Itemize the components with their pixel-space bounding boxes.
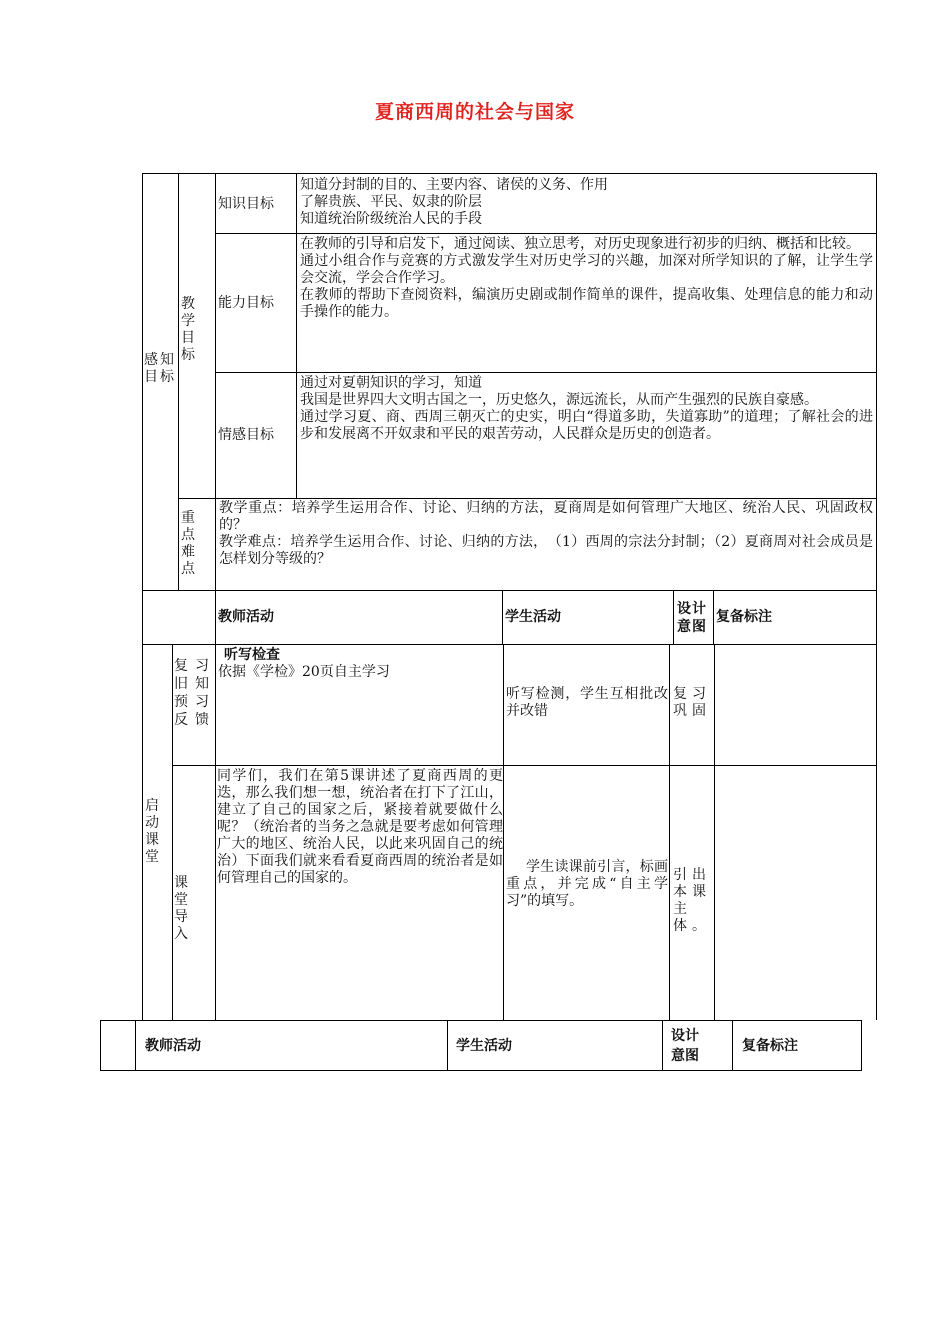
goals-outer-cell [142, 173, 178, 590]
review-teacher-text: 依据《学检》20页自主学习 [218, 664, 390, 680]
knowledge-label-cell [215, 173, 296, 233]
review-row-label: 复习旧知预习反馈 [174, 658, 216, 728]
footer-student-label: 学生活动 [456, 1038, 512, 1054]
header-teacher-label: 教师活动 [218, 609, 274, 625]
footer-design [662, 1020, 732, 1071]
footer-student [447, 1020, 662, 1071]
knowledge-line-1: 知道分封制的目的、主要内容、诸侯的义务、作用 [300, 177, 608, 193]
footer-review [732, 1020, 862, 1071]
review-teacher-cell [215, 645, 503, 765]
intro-remark-cell [714, 765, 877, 1020]
footer-review-label: 复备标注 [742, 1038, 798, 1054]
page-title: 夏商西周的社会与国家 [374, 101, 575, 123]
header-student-label: 学生活动 [505, 609, 561, 625]
teaching-difficulty: 教学难点：培养学生运用合作、讨论、归纳的方法， （1）西周的宗法分封制；（2）夏商周对社会成员是怎样划分等级的？ [219, 534, 873, 567]
ability-label: 能力目标 [218, 295, 274, 311]
footer-design-label: 设计意图 [671, 1028, 699, 1064]
review-design-cell [669, 645, 714, 765]
emotion-label: 情感目标 [218, 427, 274, 443]
review-student-text: 听写检测，学生互相批改并改错 [506, 686, 668, 719]
start-class-label: 启动课堂 [145, 798, 159, 865]
intro-student-cell [503, 765, 669, 1020]
intro-design-cell [669, 765, 714, 1020]
intro-student-text: 学生读课前引言，标画重点，并完成“自主学习”的填写。 [506, 859, 668, 909]
header-review [713, 590, 877, 645]
ability-para-1: 在教师的引导和启发下，通过阅读、独立思考，对历史现象进行初步的归纳、概括和比较。 [300, 236, 860, 252]
ability-content [296, 233, 877, 372]
ability-para-3: 在教师的帮助下查阅资料，编演历史剧或制作简单的课件，提高收集、处理信息的能力和动手操作的能力。 [300, 287, 873, 320]
header-blank-cell [142, 590, 215, 645]
intro-row-label-cell [172, 765, 215, 1020]
teaching-focus: 教学重点：培养学生运用合作、讨论、归纳的方法，夏商周是如何管理广大地区、统治人民、巩固政权的？ [219, 500, 873, 533]
footer-teacher-label: 教师活动 [145, 1038, 201, 1054]
knowledge-line-3: 知道统治阶级统治人民的手段 [300, 211, 482, 227]
review-design-text: 复习巩固 [673, 686, 711, 719]
key-points-label-cell [178, 498, 215, 590]
intro-row-label: 课堂导入 [174, 875, 200, 942]
emotion-para-2: 我国是世界四大文明古国之一，历史悠久，源远流长，从而产生强烈的民族自豪感。 [300, 392, 818, 408]
header-student [502, 590, 673, 645]
key-points-content [215, 498, 877, 590]
start-class-label-cell [142, 645, 172, 1020]
ability-para-2: 通过小组合作与竞赛的方式激发学生对历史学习的兴趣，加深对所学知识的了解，让学生学会交流，学会合作学习。 [300, 253, 873, 286]
emotion-para-1: 通过对夏朝知识的学习，知道 [300, 375, 482, 391]
intro-teacher-text: 同学们，我们在第5课讲述了夏商西周的更迭，那么我们想一想，统治者在打下了江山，建立了自己的国家之后，紧接着就要做什么呢？（统治者的当务之急就是要考虑如何管理广大的地区、统治人民，以此来巩固自己的统治）下面我们就来看看夏商西周的统治者是如何管理自己的国家的。 [217, 768, 503, 886]
knowledge-label: 知识目标 [218, 196, 274, 212]
ability-label-cell [215, 233, 296, 372]
footer-teacher [135, 1020, 447, 1071]
intro-teacher-cell [215, 765, 503, 1020]
review-teacher-title: 听写检查 [224, 647, 280, 663]
header-design [673, 590, 713, 645]
goals-outer-label: 感知目标 [144, 352, 176, 385]
emotion-para-3: 通过学习夏、商、西周三朝灭亡的史实，明白“得道多助，失道寡助”的道理；了解社会的进步和发展离不开奴隶和平民的艰苦劳动，人民群众是历史的创造者。 [300, 409, 873, 442]
intro-design-text: 引出本课主体。 [673, 867, 711, 934]
review-remark-cell [714, 645, 877, 765]
emotion-label-cell [215, 372, 296, 498]
footer-blank-cell [100, 1020, 135, 1071]
emotion-content [296, 372, 877, 498]
header-review-label: 复备标注 [716, 609, 772, 625]
header-design-label: 设计意图 [677, 601, 707, 635]
teaching-goals-cell [178, 173, 215, 498]
key-points-label: 重点难点 [181, 510, 195, 577]
knowledge-line-2: 了解贵族、平民、奴隶的阶层 [300, 194, 482, 210]
teaching-goals-label: 教学目标 [181, 296, 195, 363]
knowledge-content [296, 173, 877, 233]
header-teacher [215, 590, 502, 645]
review-row-label-cell [172, 645, 215, 765]
review-student-cell [503, 645, 669, 765]
